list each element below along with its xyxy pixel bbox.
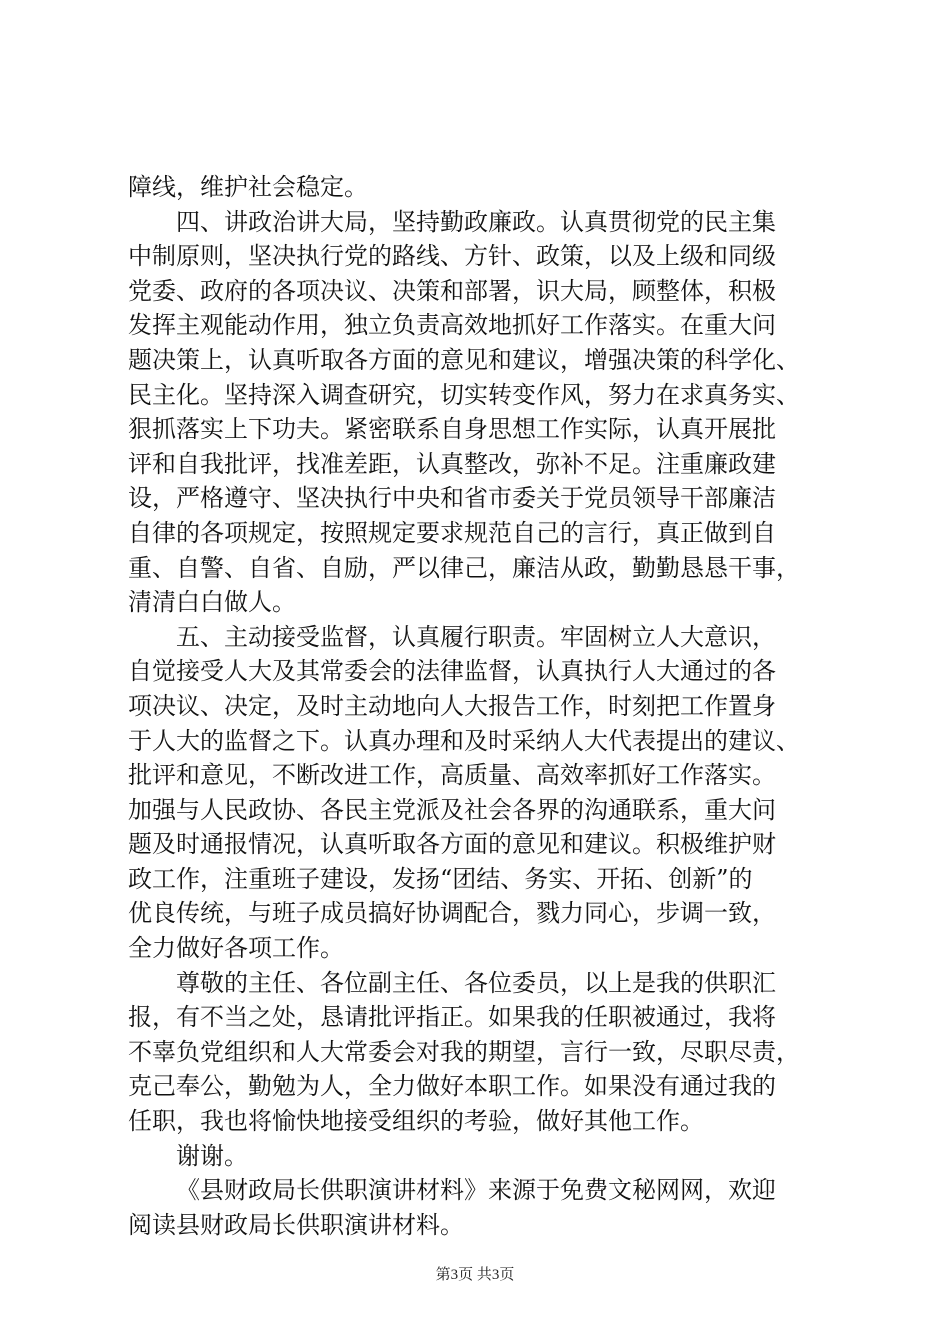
text-line: 重、自警、自省、自励，严以律己，廉洁从政，勤勤恳恳干事， xyxy=(128,553,800,582)
text-line: 任职，我也将愉快地接受组织的考验，做好其他工作。 xyxy=(128,1107,704,1136)
text-line: 不辜负党组织和人大常委会对我的期望，言行一致，尽职尽责， xyxy=(128,1037,800,1066)
text-line: 题决策上，认真听取各方面的意见和建议，增强决策的科学化、 xyxy=(128,345,800,374)
text-line: 阅读县财政局长供职演讲材料。 xyxy=(128,1210,464,1239)
text-line: 障线，维护社会稳定。 xyxy=(128,173,368,201)
text-line: 项决议、决定，及时主动地向人大报告工作，时刻把工作置身 xyxy=(128,691,776,720)
text-line: 民主化。坚持深入调查研究，切实转变作风，努力在求真务实、 xyxy=(128,380,800,409)
paragraph-start-line: 谢谢。 xyxy=(176,1141,248,1170)
text-line: 狠抓落实上下功夫。紧密联系自身思想工作实际，认真开展批 xyxy=(128,415,776,444)
text-line: 党委、政府的各项决议、决策和部署，识大局，顾整体，积极 xyxy=(128,276,776,305)
page-footer: 第3页 共3页 xyxy=(435,1267,515,1283)
text-line: 自律的各项规定，按照规定要求规范自己的言行，真正做到自 xyxy=(128,518,776,547)
text-line: 中制原则，坚决执行党的路线、方针、政策，以及上级和同级 xyxy=(128,242,776,271)
paragraph-start-line: 五、主动接受监督，认真履行职责。牢固树立人大意识， xyxy=(176,622,776,651)
text-line: 全力做好各项工作。 xyxy=(128,934,344,963)
text-line: 题及时通报情况，认真听取各方面的意见和建议。积极维护财 xyxy=(128,830,776,859)
paragraph-start-line: 尊敬的主任、各位副主任、各位委员，以上是我的供职汇 xyxy=(176,968,776,997)
text-line: 加强与人民政协、各民主党派及社会各界的沟通联系，重大问 xyxy=(128,795,776,824)
text-line: 克己奉公，勤勉为人，全力做好本职工作。如果没有通过我的 xyxy=(128,1072,776,1101)
text-line: 报，有不当之处，恳请批评指正。如果我的任职被通过，我将 xyxy=(128,1003,776,1032)
text-line: 发挥主观能动作用，独立负责高效地抓好工作落实。在重大问 xyxy=(128,311,776,340)
text-line: 政工作，注重班子建设，发扬“团结、务实、开拓、创新”的 xyxy=(128,864,753,893)
text-line: 评和自我批评，找准差距，认真整改，弥补不足。注重廉政建 xyxy=(128,449,776,478)
paragraph-start-line: 《县财政局长供职演讲材料》来源于免费文秘网网，欢迎 xyxy=(176,1176,776,1205)
text-line: 优良传统，与班子成员搞好协调配合，戮力同心，步调一致， xyxy=(128,899,776,928)
document-body xyxy=(128,170,850,1242)
text-line: 清清白白做人。 xyxy=(128,588,296,617)
text-line: 自觉接受人大及其常委会的法律监督，认真执行人大通过的各 xyxy=(128,657,776,686)
paragraph-start-line: 四、讲政治讲大局，坚持勤政廉政。认真贯彻党的民主集 xyxy=(176,207,776,236)
text-line: 批评和意见，不断改进工作，高质量、高效率抓好工作落实。 xyxy=(128,761,776,790)
text-line: 设，严格遵守、坚决执行中央和省市委关于党员领导干部廉洁 xyxy=(128,484,776,513)
text-line: 于人大的监督之下。认真办理和及时采纳人大代表提出的建议、 xyxy=(128,726,800,755)
